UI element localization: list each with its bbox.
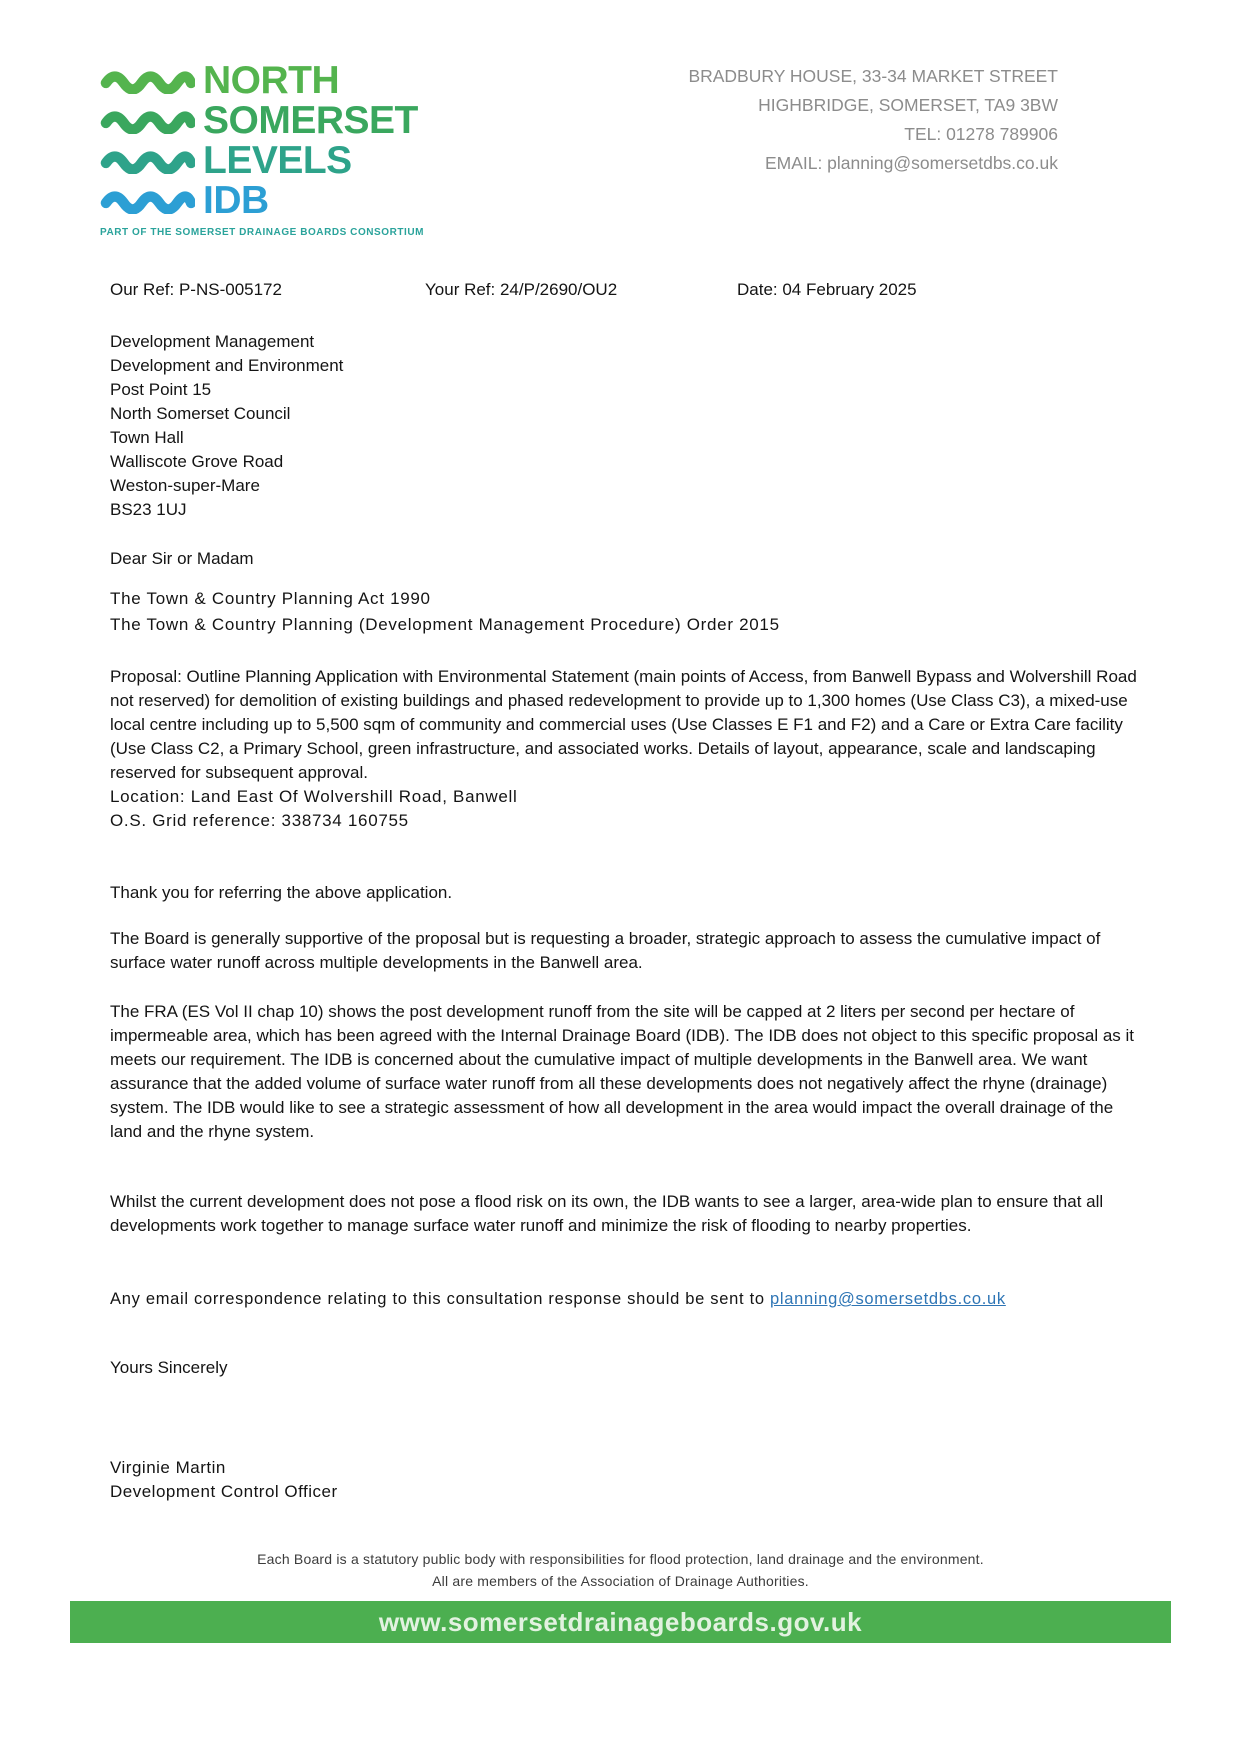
recipient-line: Town Hall [110,428,184,447]
subject-block [110,586,1138,638]
sender-address-line: BRADBURY HOUSE, 33-34 MARKET STREET [688,66,1058,86]
organisation-logo [100,60,424,238]
recipient-address [110,330,1138,522]
logo-word-levels: LEVELS [203,138,352,182]
wave-icon [100,186,195,214]
location-text: Location: Land East Of Wolvershill Road, Banwell [110,787,518,806]
signatory-title: Development Control Officer [110,1482,338,1501]
sender-tel: TEL: 01278 789906 [904,124,1058,144]
wave-icon [100,146,195,174]
our-ref: Our Ref: P-NS-005172 [110,280,282,299]
recipient-line: Weston-super-Mare [110,476,260,495]
paragraph-thanks: Thank you for referring the above application. [110,883,453,902]
paragraph-fra: The FRA (ES Vol II chap 10) shows the post development runoff from the site will be capped at 2 liters per second per hectare of impermeable area, which has been agreed with the Internal Drainage Board (IDB). The IDB does not object to this specific proposal as it meets our requirement. The IDB is concerned about the cumulative impact of multiple developments in the Banwell area. We want assurance that the added volume of surface water runoff from all these developments does not negatively affect the rhyne (drainage) system. The IDB would like to see a strategic assessment of how all development in the area would impact the overall drainage of the land and the rhyne system. [110,1002,1135,1141]
letter-date: Date: 04 February 2025 [737,280,917,299]
email-note [110,1287,1138,1311]
logo-word-north: NORTH [203,58,340,102]
email-link[interactable]: planning@somersetdbs.co.uk [770,1290,1006,1308]
valediction: Yours Sincerely [110,1358,228,1377]
paragraph-whilst: Whilst the current development does not pose a flood risk on its own, the IDB wants to see a larger, area-wide plan to ensure that all developments work together to manage surface water runoff and minimize the risk of flooding to nearby properties. [110,1192,1104,1235]
subject-line: The Town & Country Planning Act 1990 [110,589,431,608]
paragraph-board: The Board is generally supportive of the proposal but is requesting a broader, strategic approach to assess the cumulative impact of surface water runoff across multiple developments in the Banwell area. [110,929,1101,972]
logo-row [100,180,424,220]
grid-reference: O.S. Grid reference: 338734 160755 [110,811,409,830]
logo-word-somerset: SOMERSET [203,98,418,142]
footer-line: All are members of the Association of Drainage Authorities. [432,1573,809,1589]
your-ref: Your Ref: 24/P/2690/OU2 [425,280,618,299]
subject-line: The Town & Country Planning (Development Management Procedure) Order 2015 [110,615,780,634]
footer-line: Each Board is a statutory public body with responsibilities for flood protection, land drainage and the environment. [257,1551,984,1567]
email-note-text: Any email correspondence relating to this consultation response should be sent to [110,1290,771,1308]
logo-row [100,100,424,140]
logo-row [100,60,424,100]
signature-block [110,1456,1138,1504]
recipient-line: BS23 1UJ [110,500,187,519]
logo-tagline: PART OF THE SOMERSET DRAINAGE BOARDS CONSORTIUM [100,227,425,238]
proposal-text: Proposal: Outline Planning Application with Environmental Statement (main points of Access, from Banwell Bypass and Wolvershill Road not reserved) for demolition of existing buildings and phased redevelopment to provide up to 1,300 homes (Use Class C3), a mixed-use local centre including up to 5,500 sqm of community and commercial uses (Use Classes E F1 and F2) and a Care or Extra Care facility (Use Class C2, a Primary School, green infrastructure, and associated works. Details of layout, appearance, scale and landscaping reserved for subsequent approval. [110,667,1137,782]
recipient-line: Walliscote Grove Road [110,452,284,471]
sender-contact-block [688,62,1058,178]
recipient-line: Post Point 15 [110,380,212,399]
logo-word-idb: IDB [203,178,269,222]
salutation: Dear Sir or Madam [110,549,254,568]
reference-row [110,280,1060,304]
wave-icon [100,66,195,94]
sender-address-line: HIGHBRIDGE, SOMERSET, TA9 3BW [758,95,1058,115]
proposal-block [110,665,1138,833]
wave-icon [100,106,195,134]
logo-row [100,140,424,180]
recipient-line: Development and Environment [110,356,344,375]
website-url: www.somersetdrainageboards.gov.uk [378,1606,863,1637]
signatory-name: Virginie Martin [110,1458,226,1477]
recipient-line: Development Management [110,332,315,351]
website-bar [70,1601,1171,1643]
footer-note [0,1548,1241,1592]
recipient-line: North Somerset Council [110,404,291,423]
sender-email: EMAIL: planning@somersetdbs.co.uk [764,153,1058,173]
